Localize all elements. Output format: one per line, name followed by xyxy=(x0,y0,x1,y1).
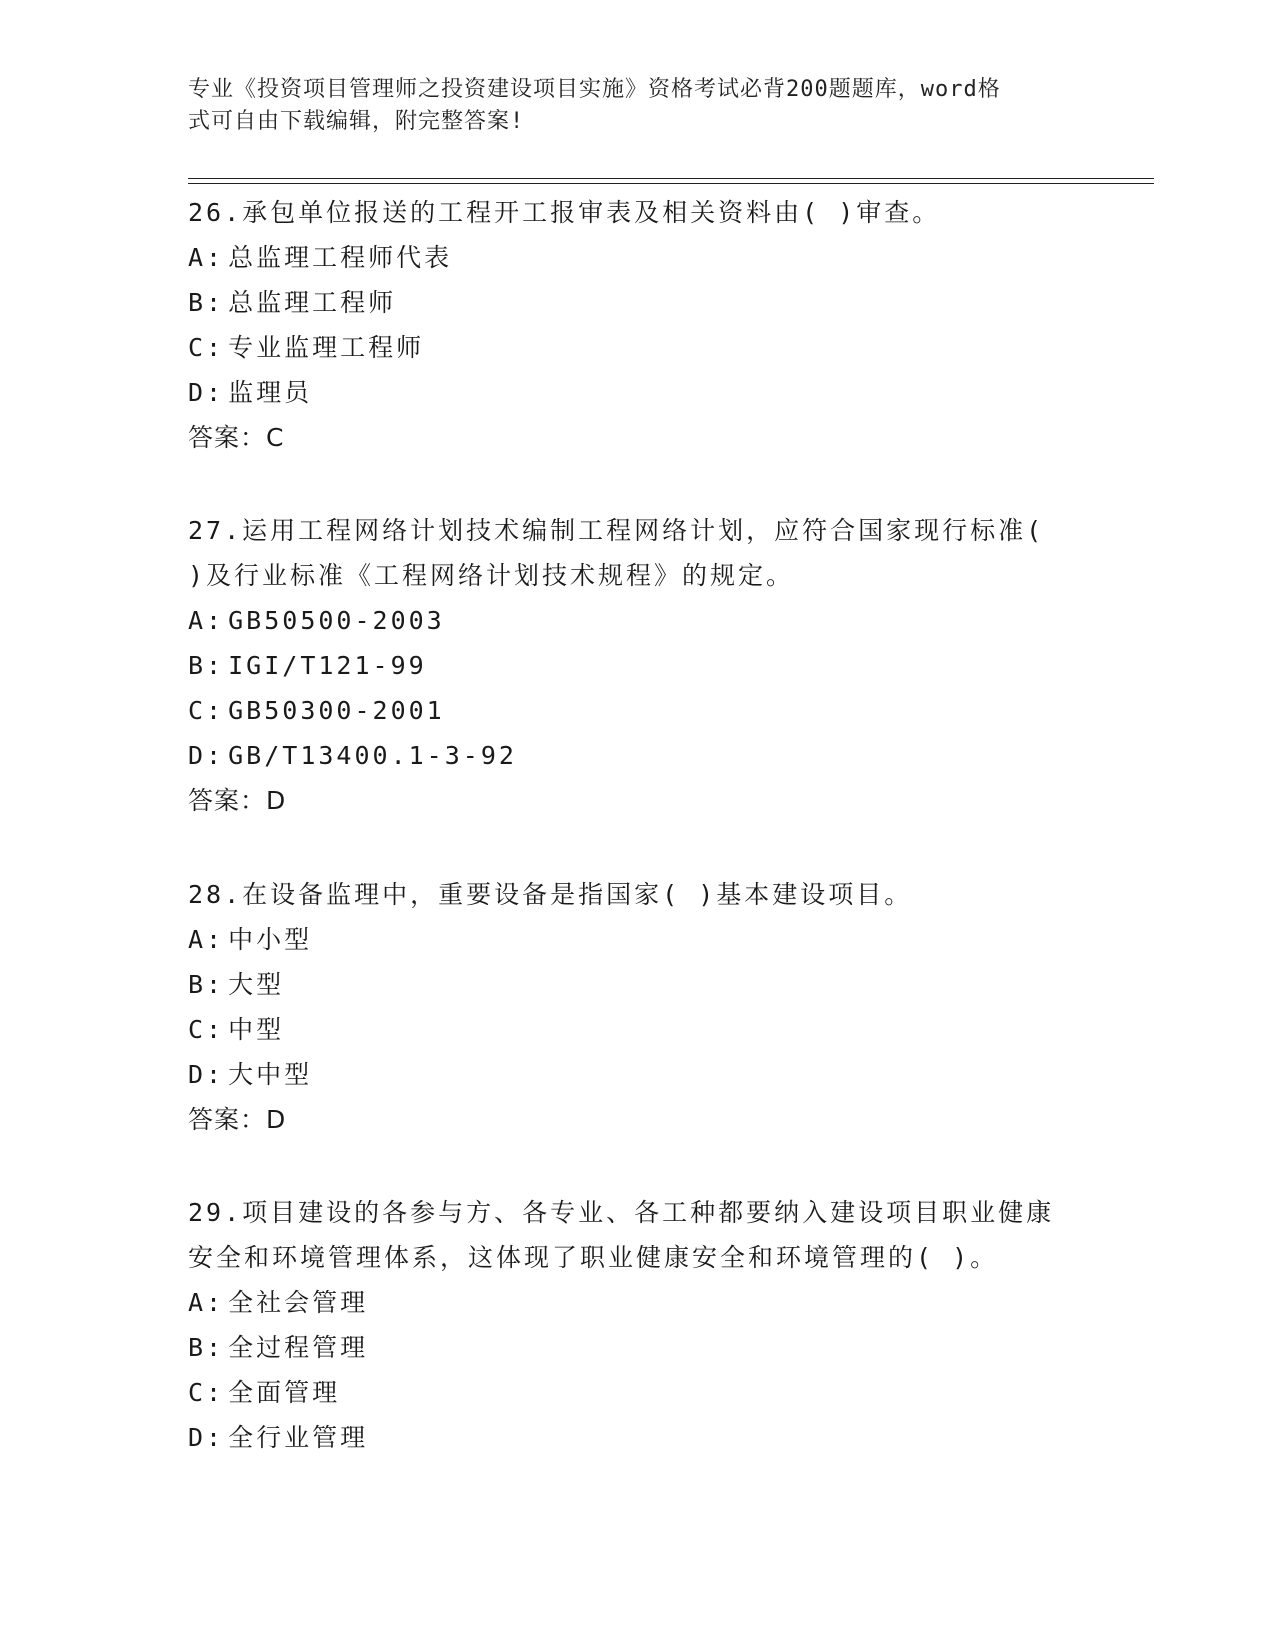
option-letter: C: xyxy=(188,333,225,362)
option-text: 监理员 xyxy=(228,378,313,407)
option-text: 全行业管理 xyxy=(228,1423,369,1452)
option-a xyxy=(188,917,1088,962)
option-b xyxy=(188,962,1088,1007)
option-a xyxy=(188,598,1088,643)
answer: 答案：C xyxy=(188,423,285,452)
option-letter: D: xyxy=(188,1060,225,1089)
option-letter: D: xyxy=(188,378,225,407)
question-stem-line-2: )及行业标准《工程网络计划技术规程》的规定。 xyxy=(188,561,795,590)
header-rule-top xyxy=(188,178,1154,179)
option-text: GB50300-2001 xyxy=(228,696,445,725)
option-c xyxy=(188,1370,1088,1415)
option-b xyxy=(188,280,1088,325)
question-stem-line-2: 安全和环境管理体系，这体现了职业健康安全和环境管理的( )。 xyxy=(188,1243,999,1272)
option-text: 专业监理工程师 xyxy=(228,333,425,362)
option-d xyxy=(188,1415,1088,1460)
header-rule-bottom xyxy=(188,183,1154,184)
option-letter: C: xyxy=(188,1378,225,1407)
option-c xyxy=(188,325,1088,370)
option-letter: A: xyxy=(188,606,225,635)
question-27 xyxy=(188,508,1088,823)
question-28 xyxy=(188,872,1088,1142)
question-26 xyxy=(188,190,1088,460)
option-d xyxy=(188,733,1088,778)
option-letter: B: xyxy=(188,288,225,317)
option-letter: D: xyxy=(188,1423,225,1452)
option-b xyxy=(188,643,1088,688)
question-stem: 26.承包单位报送的工程开工报审表及相关资料由( )审查。 xyxy=(188,198,941,227)
option-letter: B: xyxy=(188,651,225,680)
option-text: 总监理工程师 xyxy=(228,288,397,317)
option-letter: B: xyxy=(188,1333,225,1362)
option-text: IGI/T121-99 xyxy=(228,651,427,680)
question-stem-line-1: 29.项目建设的各参与方、各专业、各工种都要纳入建设项目职业健康 xyxy=(188,1198,1055,1227)
question-29 xyxy=(188,1190,1088,1460)
option-text: GB/T13400.1-3-92 xyxy=(228,741,517,770)
option-text: 全社会管理 xyxy=(228,1288,369,1317)
option-letter: A: xyxy=(188,243,225,272)
option-letter: B: xyxy=(188,970,225,999)
option-letter: C: xyxy=(188,696,225,725)
document-header xyxy=(188,74,1068,138)
question-stem: 28.在设备监理中，重要设备是指国家( )基本建设项目。 xyxy=(188,880,913,909)
option-text: 中型 xyxy=(228,1015,285,1044)
option-text: 中小型 xyxy=(228,925,313,954)
option-c xyxy=(188,1007,1088,1052)
option-letter: C: xyxy=(188,1015,225,1044)
answer: 答案：D xyxy=(188,786,287,815)
question-stem-line-1: 27.运用工程网络计划技术编制工程网络计划，应符合国家现行标准( xyxy=(188,516,1045,545)
option-d xyxy=(188,1052,1088,1097)
option-text: GB50500-2003 xyxy=(228,606,445,635)
option-d xyxy=(188,370,1088,415)
option-text: 全面管理 xyxy=(228,1378,341,1407)
option-c xyxy=(188,688,1088,733)
option-text: 总监理工程师代表 xyxy=(228,243,453,272)
option-text: 大型 xyxy=(228,970,285,999)
header-line-2: 式可自由下载编辑，附完整答案! xyxy=(188,109,525,134)
option-letter: D: xyxy=(188,741,225,770)
option-a xyxy=(188,235,1088,280)
option-letter: A: xyxy=(188,925,225,954)
option-letter: A: xyxy=(188,1288,225,1317)
option-text: 大中型 xyxy=(228,1060,313,1089)
option-text: 全过程管理 xyxy=(228,1333,369,1362)
option-a xyxy=(188,1280,1088,1325)
option-b xyxy=(188,1325,1088,1370)
answer: 答案：D xyxy=(188,1105,287,1134)
header-line-1: 专业《投资项目管理师之投资建设项目实施》资格考试必背200题题库，word格 xyxy=(188,77,1001,102)
